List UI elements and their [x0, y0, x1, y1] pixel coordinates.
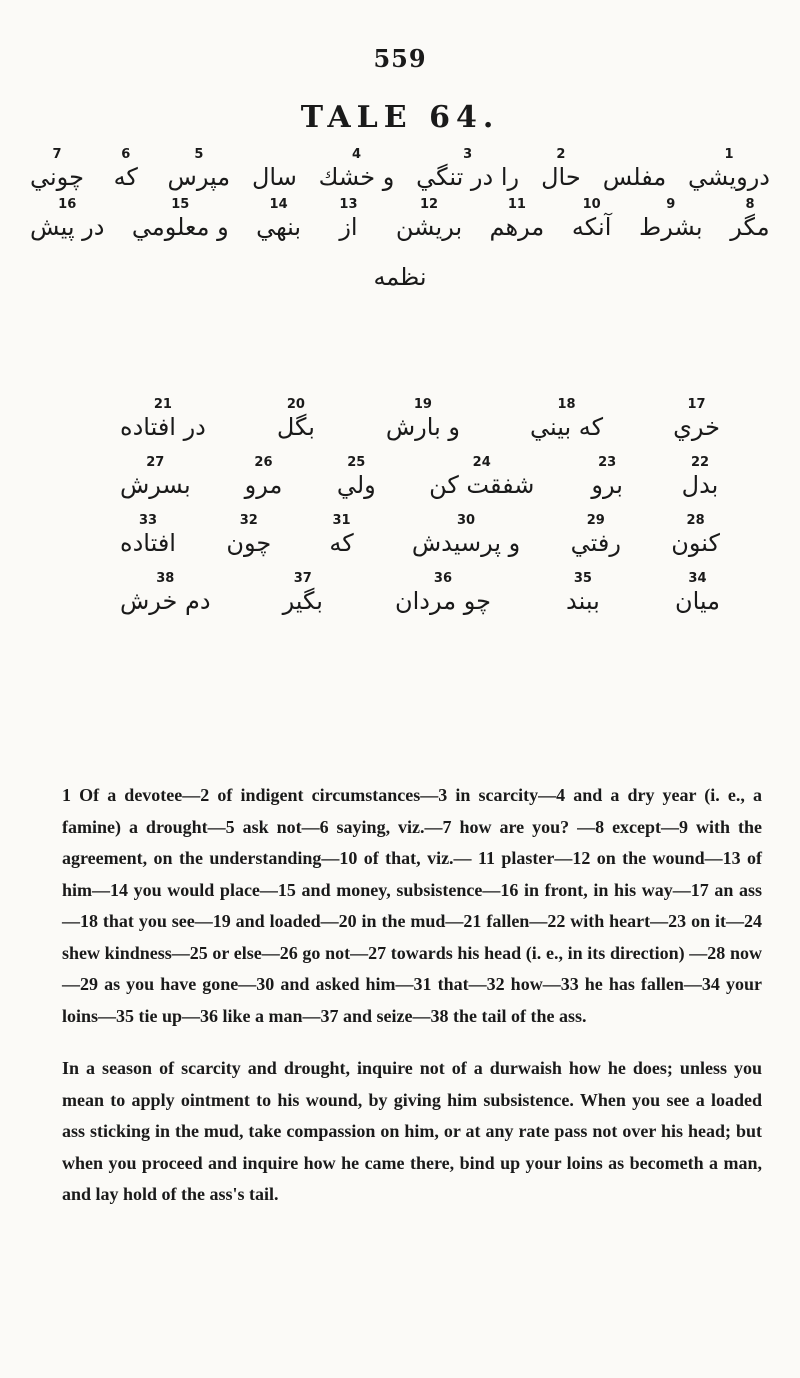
word-text: ولي [336, 471, 376, 499]
word-text: مفلس [602, 163, 667, 191]
word-number: 38 [156, 571, 175, 586]
word-number: 12 [419, 197, 439, 212]
word-text: خري [673, 413, 720, 441]
persian-word [373, 248, 426, 292]
persian-word [490, 198, 545, 242]
persian-line [30, 198, 770, 242]
word-text: كه [329, 529, 354, 557]
word-number: 4 [351, 147, 361, 162]
persian-word [386, 398, 460, 442]
word-text: چون [226, 529, 272, 557]
word-number: 29 [586, 513, 605, 528]
persian-word [530, 398, 603, 442]
word-text: بگل [276, 413, 315, 441]
persian-word [328, 198, 368, 242]
word-number: 35 [573, 571, 592, 586]
persian-line [30, 248, 770, 292]
persian-word [132, 198, 229, 242]
persian-line [120, 514, 720, 558]
persian-word [730, 198, 770, 242]
word-text: بشرط [639, 213, 703, 241]
word-text: مگر [730, 213, 770, 241]
word-text: ميان [674, 587, 720, 615]
persian-line [30, 148, 770, 192]
word-number: 33 [138, 513, 158, 528]
word-number: 21 [153, 397, 172, 412]
word-text: رفتي [570, 529, 621, 557]
word-number: 13 [339, 197, 358, 212]
word-number: 1 [724, 147, 734, 162]
word-text: كه [113, 163, 138, 191]
word-number: 2 [556, 147, 566, 162]
persian-word [120, 514, 176, 558]
persian-word [395, 572, 491, 616]
english-translation: In a season of scarcity and drought, inquire not of a durwaish how he does; unless you mean to apply ointment to his wound, by giving him subsistence. When you see a loaded ass sticking in the mud, take compassion on him, or at any rate pass not over his head; but when you proceed and inquire how he came there, bind up your loins as becometh a man, and lay hold of the ass's tail. [62, 1058, 762, 1204]
persian-word [541, 148, 581, 192]
word-text: ببند [566, 587, 600, 615]
persian-word [680, 456, 720, 500]
word-number: 8 [745, 197, 755, 212]
persian-word [571, 514, 621, 558]
word-text: كه بيني [529, 413, 604, 441]
persian-line [120, 572, 720, 616]
persian-line [120, 398, 720, 442]
word-number: 16 [58, 197, 77, 212]
word-text: كنون [671, 529, 720, 557]
word-text: مپرس [167, 163, 231, 191]
persian-word [256, 198, 301, 242]
word-text: چو مردان [394, 587, 491, 615]
persian-word [688, 148, 770, 192]
persian-word [283, 572, 323, 616]
persian-word [563, 572, 603, 616]
word-number: 7 [52, 147, 62, 162]
persian-word [30, 198, 104, 242]
word-number: 20 [286, 397, 305, 412]
persian-word [30, 148, 84, 192]
word-number: 36 [433, 571, 452, 586]
word-text: را در تنگي [416, 163, 520, 191]
word-number: 19 [413, 397, 432, 412]
persian-word [252, 148, 297, 192]
persian-word [587, 456, 627, 500]
word-number: 9 [666, 197, 676, 212]
word-number: 32 [239, 513, 258, 528]
word-number: 5 [194, 147, 204, 162]
word-number: 17 [687, 397, 706, 412]
word-number: 30 [457, 513, 476, 528]
persian-word [671, 514, 720, 558]
word-gloss: 1 Of a devotee—2 of indigent circumstances—3 in scarcity—4 and a dry year (i. e., a famine) a drought—5 ask not—6 saying, viz.—7 how are you? —8 except—9 with the agreement, on the understanding—10 of that, viz.— 11 plaster—12 on the wound—13 of him—14 you would place—15 and money, subsistence—16 in front, in his way—17 an ass—18 that you see—19 and loaded—20 in the mud—21 fallen—22 with heart—23 on it—24 shew kindness—25 or else—26 go not—27 towards his head (i. e., in its direction) —28 now—29 as you have gone—30 and asked him—31 that—32 how—33 he has fallen—34 your loins—35 tie up—36 like a man—37 and seize—38 the tail of the ass. [62, 785, 762, 1026]
word-text: افتاده [120, 529, 176, 557]
page-number: 559 [373, 44, 427, 73]
word-text: درويشي [688, 163, 770, 191]
word-text: و بارش [385, 413, 460, 441]
persian-word [120, 456, 191, 500]
persian-word [168, 148, 231, 192]
word-number: 15 [171, 197, 190, 212]
word-text: دم خرش [120, 587, 211, 615]
word-text: حال [541, 163, 581, 191]
persian-line [120, 456, 720, 500]
word-text: و پرسيدش [411, 529, 521, 557]
word-number: 11 [507, 197, 526, 212]
word-text: بگير [282, 587, 323, 615]
word-text: سال [251, 163, 297, 191]
persian-word [572, 198, 612, 242]
word-number: 6 [121, 147, 131, 162]
word-text: چوني [30, 163, 84, 191]
word-text: بنهي [256, 213, 302, 241]
persian-word [319, 148, 395, 192]
word-number: 14 [269, 197, 288, 212]
persian-word [412, 514, 520, 558]
word-text: نظمه [373, 263, 427, 291]
persian-word [120, 572, 211, 616]
word-number: 10 [582, 197, 601, 212]
persian-word [120, 398, 206, 442]
word-text: و خشك [318, 163, 395, 191]
word-number: 27 [146, 455, 165, 470]
persian-word [673, 398, 720, 442]
word-number: 31 [332, 513, 351, 528]
persian-word [276, 398, 316, 442]
word-text: از [339, 213, 358, 241]
word-number: 24 [472, 455, 491, 470]
word-text: آنكه [571, 213, 612, 241]
word-text: مرو [244, 471, 283, 499]
word-number: 23 [598, 455, 617, 470]
word-number: 25 [347, 455, 366, 470]
persian-word [603, 148, 667, 192]
persian-word [429, 456, 534, 500]
word-text: شفقت كن [429, 471, 535, 499]
word-number: 26 [254, 455, 273, 470]
persian-text-prose [30, 148, 770, 298]
persian-word [336, 456, 376, 500]
word-text: بدل [681, 471, 719, 499]
word-number: 22 [690, 455, 710, 470]
persian-text-verse [120, 398, 720, 630]
word-text: در پيش [30, 213, 105, 241]
persian-word [226, 514, 271, 558]
word-text: در افتاده [120, 413, 206, 441]
word-text: و معلومي [131, 213, 229, 241]
persian-word [675, 572, 720, 616]
word-number: 18 [557, 397, 576, 412]
word-number: 37 [293, 571, 312, 586]
tale-title: TALE 64. [300, 100, 500, 135]
word-number: 34 [688, 571, 707, 586]
persian-word [396, 198, 462, 242]
persian-word [322, 514, 362, 558]
persian-word [106, 148, 146, 192]
persian-word [243, 456, 283, 500]
word-text: مرهم [489, 213, 545, 241]
word-text: بريشن [395, 213, 463, 241]
persian-word [639, 198, 703, 242]
persian-word [416, 148, 519, 192]
word-text: برو [591, 471, 623, 499]
word-text: بسرش [120, 471, 191, 499]
word-number: 28 [686, 513, 705, 528]
word-number: 3 [463, 147, 473, 162]
